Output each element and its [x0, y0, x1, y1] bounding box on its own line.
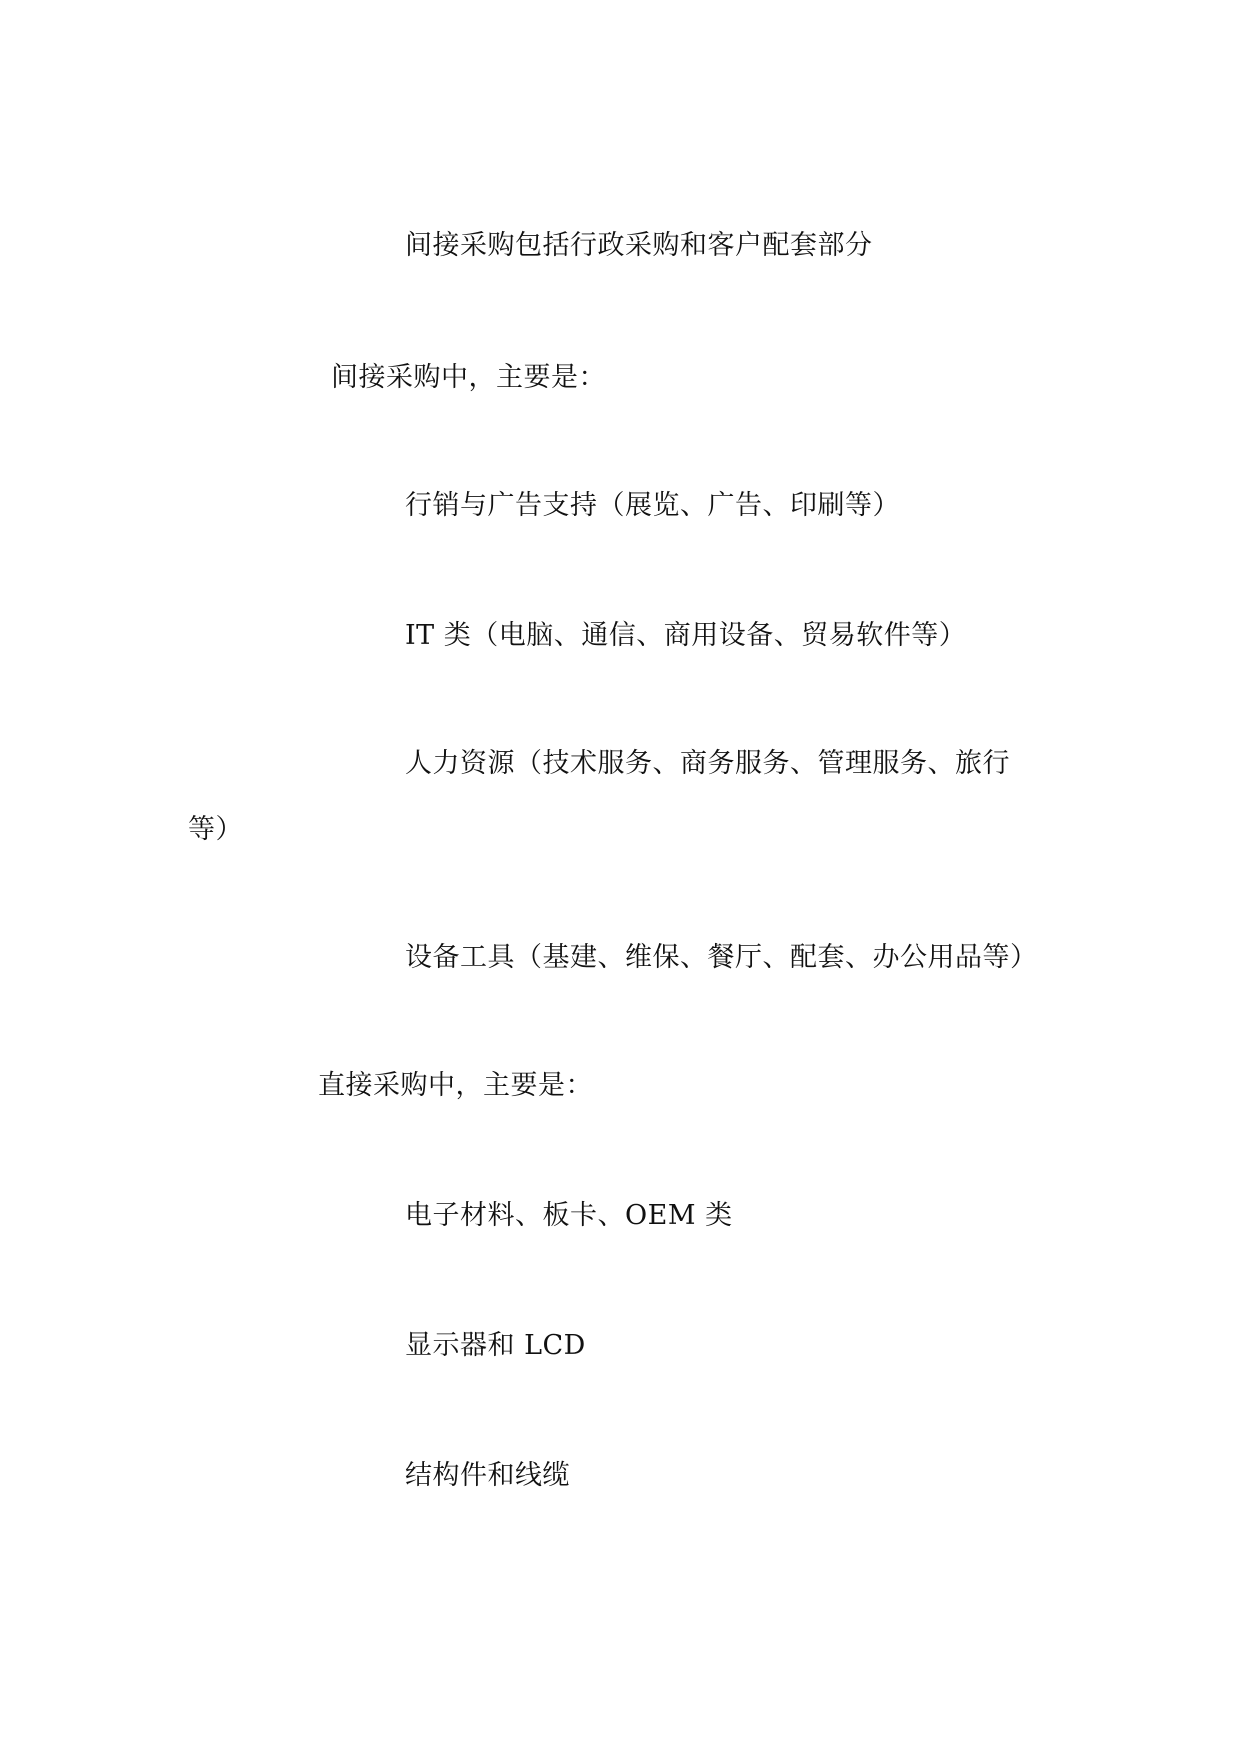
indirect-item-hr: 人力资源（技术服务、商务服务、管理服务、旅行 [405, 748, 1010, 779]
direct-item-display: 显示器和 LCD [405, 1330, 586, 1361]
indirect-item-equipment: 设备工具（基建、维保、餐厅、配套、办公用品等） [405, 942, 1038, 973]
indirect-item-hr-continued: 等） [188, 814, 243, 845]
intro-paragraph: 间接采购包括行政采购和客户配套部分 [405, 230, 873, 261]
direct-item-electronics: 电子材料、板卡、OEM 类 [405, 1200, 733, 1231]
direct-item-structure: 结构件和线缆 [405, 1460, 570, 1491]
direct-heading: 直接采购中，主要是： [318, 1070, 593, 1101]
indirect-item-it: IT 类（电脑、通信、商用设备、贸易软件等） [405, 620, 967, 651]
indirect-item-marketing: 行销与广告支持（展览、广告、印刷等） [405, 490, 900, 521]
indirect-heading: 间接采购中，主要是： [331, 362, 606, 393]
